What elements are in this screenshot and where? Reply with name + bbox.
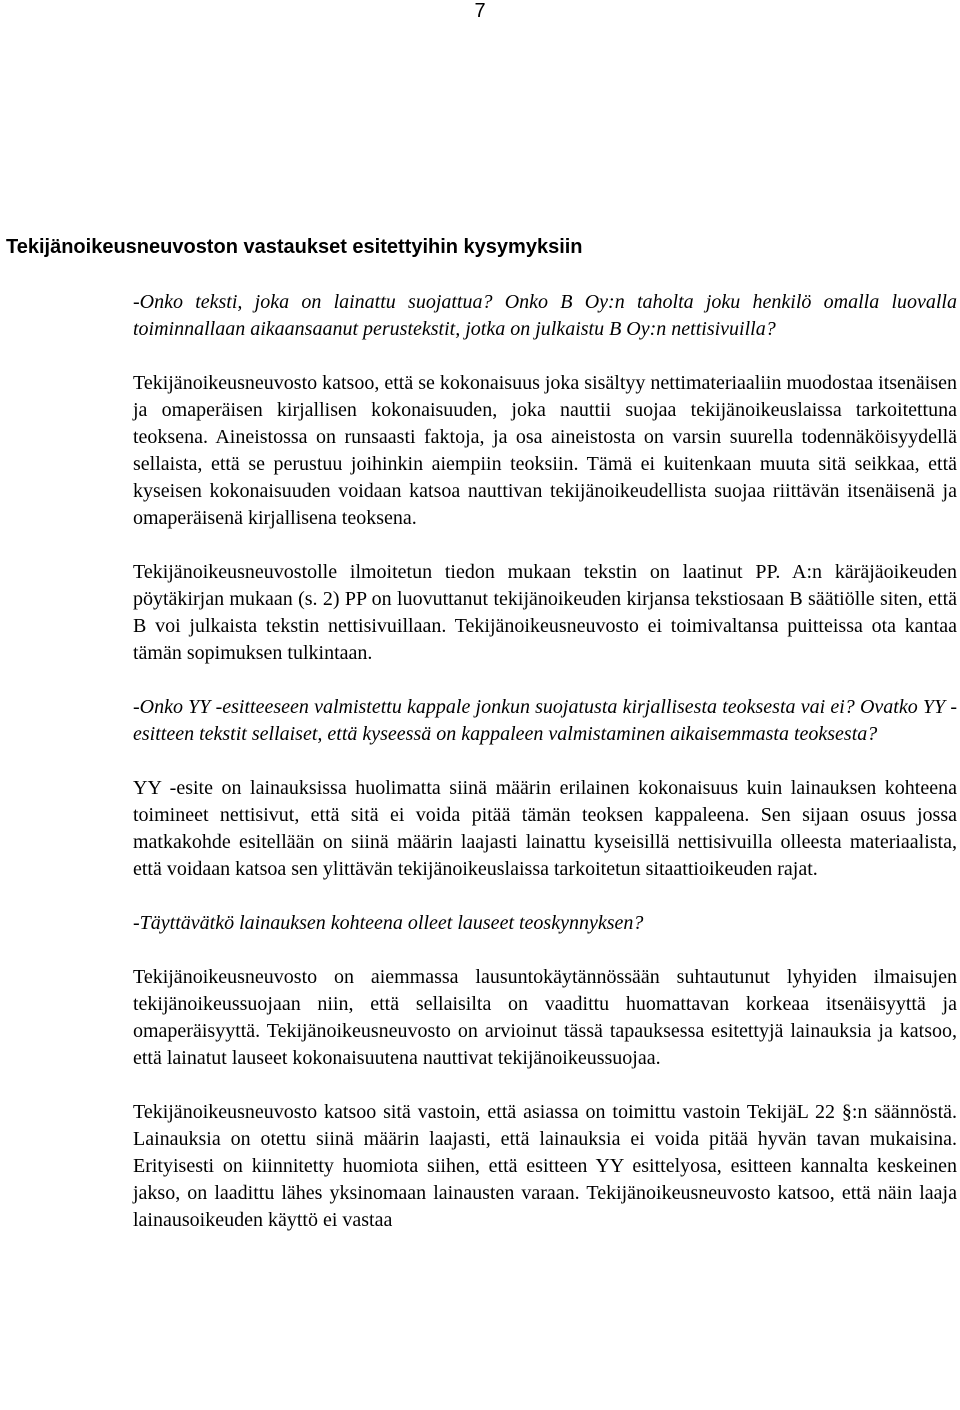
page-number: 7 (474, 0, 486, 22)
question-paragraph-2: -Onko YY -esitteeseen valmistettu kappale jonkun suojatusta kirjallisesta teoksesta vai ei? Ovatko YY -esitteen tekstit sellaiset, että kyseessä on kappaleen valmistaminen aikaisemmasta teoksesta? (133, 696, 957, 745)
answer-paragraph-5: Tekijänoikeusneuvosto katsoo sitä vastoin, että asiassa on toimittu vastoin TekijäL 22 §:n säännöstä. Lainauksia on otettu siinä määrin laajasti, että lainauksia ei voida pitää hyvän tavan mukaisina. Erityisesti on kiinnitetty huomiota siihen, että esitteen YY esittelyosa, esitteen kannalta keskeinen jakso, on laadittu lähes yksinomaan lainausten varaan. Tekijänoikeusneuvosto katsoo, että näin laaja lainausoikeuden käyttö ei vastaa (133, 1101, 957, 1231)
answer-paragraph-4: Tekijänoikeusneuvosto on aiemmassa lausuntokäytännössään suhtautunut lyhyiden ilmaisujen tekijänoikeussuojaan niin, että sellaisilta on vaadittu huomattavan korkeaa itsenäisyyttä ja omaperäisyyttä. Tekijänoikeusneuvosto on arvioinut tässä tapauksessa esitettyjä lainauksia ja katsoo, että lainatut lauseet kokonaisuutena nauttivat tekijänoikeussuojaa. (133, 966, 957, 1069)
document-heading: Tekijänoikeusneuvoston vastaukset esitettyihin kysymyksiin (6, 236, 583, 258)
document-body (133, 289, 957, 1261)
answer-paragraph-2: Tekijänoikeusneuvostolle ilmoitetun tiedon mukaan tekstin on laatinut PP. A:n käräjäoikeuden pöytäkirjan mukaan (s. 2) PP on luovuttanut tekijänoikeuden kirjansa tekstiosaan B säätiölle siten, että B voi julkaista tekstin nettisivuillaan. Tekijänoikeusneuvosto ei toimivaltansa puitteissa ota kantaa tämän sopimuksen tulkintaan. (133, 561, 957, 664)
answer-paragraph-1: Tekijänoikeusneuvosto katsoo, että se kokonaisuus joka sisältyy nettimateriaaliin muodostaa itsenäisen ja omaperäisen kirjallisen kokonaisuuden, joka nauttii suojaa tekijänoikeuslaissa tarkoitettuna teoksena. Aineistossa on runsaasti faktoja, ja osa aineistosta on varsin suurella todennäköisyydellä sellaista, että se perustuu joihinkin aiempiin teoksiin. Tämä ei kuitenkaan muuta sitä seikkaa, että kyseisen kokonaisuuden voidaan katsoa nauttivan tekijänoikeudellista suojaa riittävän itsenäisenä ja omaperäisenä kirjallisena teoksena. (133, 372, 957, 529)
question-paragraph-3: -Täyttävätkö lainauksen kohteena olleet lauseet teoskynnyksen? (133, 912, 644, 934)
question-paragraph-1: -Onko teksti, joka on lainattu suojattua? Onko B Oy:n taholta joku henkilö omalla luovalla toiminnallaan aikaansaanut perustekstit, jotka on julkaistu B Oy:n nettisivuilla? (133, 291, 957, 340)
answer-paragraph-3: YY -esite on lainauksissa huolimatta siinä määrin erilainen kokonaisuus kuin lainauksen kohteena toimineet nettisivut, että sitä ei voida pitää tämän teoksen kappaleena. Sen sijaan osuus jossa matkakohde esitellään on siinä määrin laajasti lainattu kyseisillä nettisivuilla olleesta materiaalista, että voidaan katsoa sen ylittävän tekijänoikeuslaissa tarkoitetun sitaattioikeuden rajat. (133, 777, 957, 880)
